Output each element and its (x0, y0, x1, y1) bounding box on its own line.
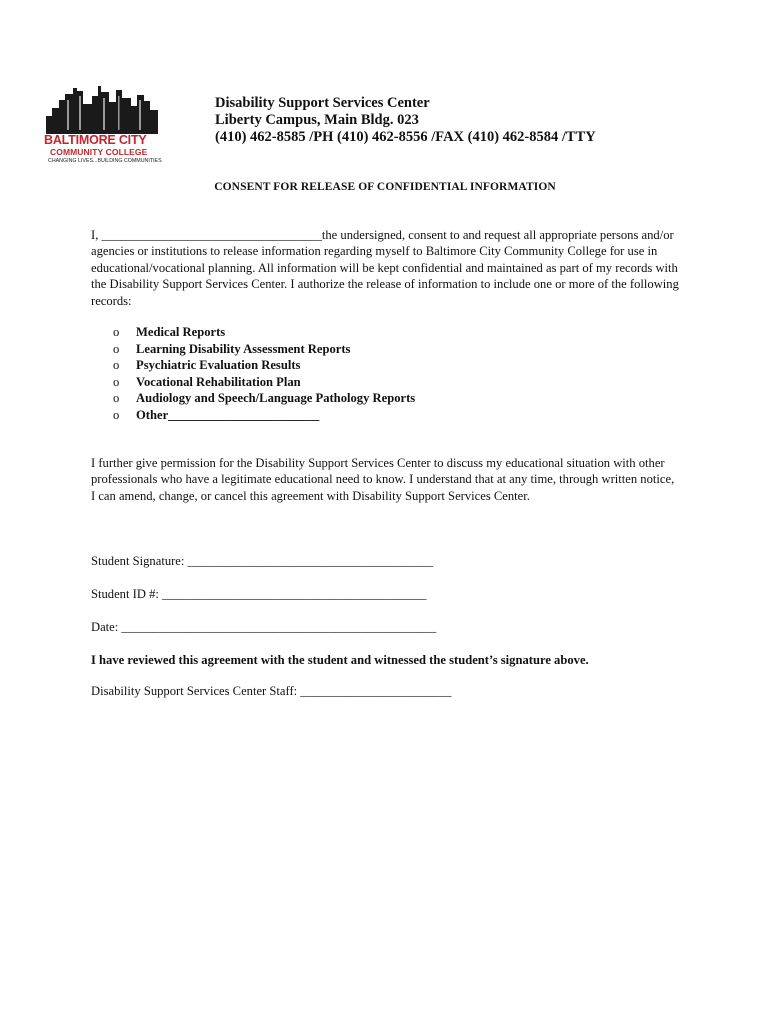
record-audiology-speech: Audiology and Speech/Language Pathology Reports (136, 391, 416, 406)
student-id-field[interactable]: Student ID #: __________________________________________ (91, 587, 427, 601)
bullet-icon: o (113, 358, 120, 373)
logo-tagline: CHANGING LIVES...BUILDING COMMUNITIES (48, 158, 162, 164)
list-item (113, 407, 415, 424)
student-signature-field[interactable]: Student Signature: _______________________________________ (91, 554, 434, 568)
list-item (113, 341, 415, 358)
consent-paragraph: I, ___________________________________the undersigned, consent to and request all appropriate persons and/or agencies or institutions to release information regarding myself to Baltimore City Community College for use in educational/vocational planning. All information will be kept confidential and maintained as part of my records with the Disability Support Services Center. I authorize the release of information to include one or more of the following records: (91, 228, 679, 308)
record-vocational-rehabilitation: Vocational Rehabilitation Plan (136, 374, 301, 389)
list-item (113, 374, 415, 391)
form-title: CONSENT FOR RELEASE OF CONFIDENTIAL INFORMATION (214, 181, 556, 193)
bullet-icon: o (113, 325, 120, 339)
staff-signature-field[interactable]: Disability Support Services Center Staff: ________________________ (91, 684, 452, 698)
office-name: Disability Support Services Center (215, 95, 430, 111)
office-location: Liberty Campus, Main Bldg. 023 (215, 112, 419, 128)
office-header (215, 95, 596, 146)
record-learning-disability: Learning Disability Assessment Reports (136, 341, 351, 356)
permission-paragraph: I further give permission for the Disability Support Services Center to discuss my educational situation with other professionals who have a legitimate educational need to know. I understand that at any time, through written notice, I can amend, change, or cancel this agreement with Disability Support Services Center. (91, 456, 675, 503)
logo-name: BALTIMORE CITY (44, 133, 147, 147)
list-item (113, 324, 415, 341)
record-psychiatric-evaluation: Psychiatric Evaluation Results (136, 358, 301, 373)
logo-subname: COMMUNITY COLLEGE (50, 147, 148, 157)
staff-acknowledgement: I have reviewed this agreement with the student and witnessed the student’s signature above. (91, 653, 589, 667)
bullet-icon: o (113, 391, 120, 406)
office-phone-numbers: (410) 462-8585 /PH (410) 462-8556 /FAX (410) 462-8584 /TTY (215, 129, 596, 145)
record-other: Other________________________ (136, 407, 320, 422)
date-field[interactable]: Date: __________________________________________________ (91, 620, 437, 634)
records-list (113, 324, 415, 424)
college-logo (44, 86, 162, 170)
bullet-icon: o (113, 374, 120, 389)
bullet-icon: o (113, 407, 120, 422)
list-item (113, 357, 415, 374)
bullet-icon: o (113, 341, 120, 356)
skyline-icon (44, 86, 162, 134)
list-item (113, 390, 415, 407)
record-medical-reports: Medical Reports (136, 325, 226, 339)
